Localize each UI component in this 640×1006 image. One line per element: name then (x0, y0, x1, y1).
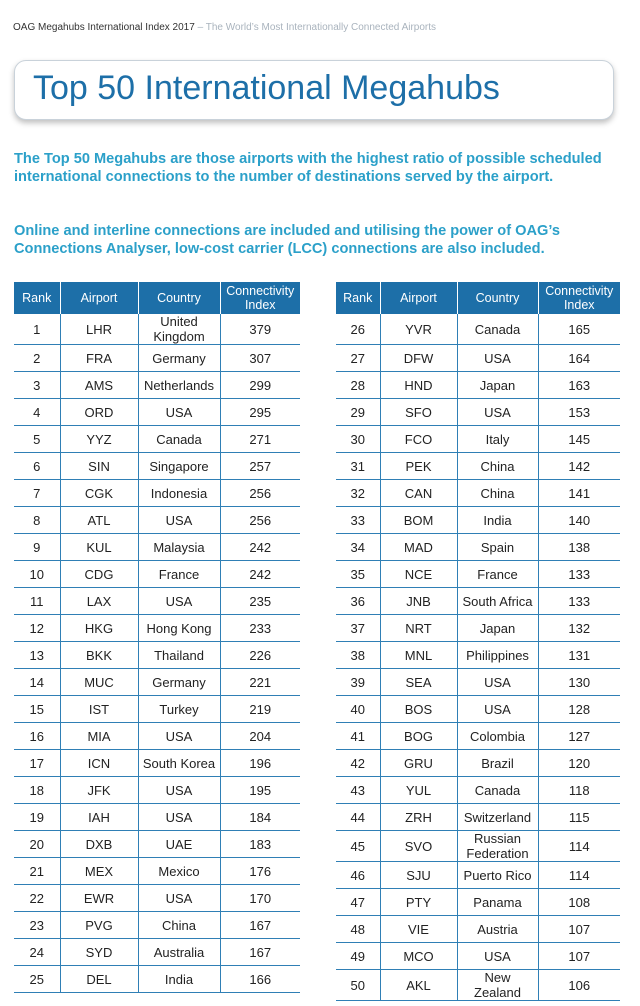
table-row (14, 314, 300, 345)
airport-code-cell: DEL (60, 966, 138, 993)
country-cell: USA (457, 669, 538, 696)
country-cell: Indonesia (138, 480, 220, 507)
airport-code-cell: ORD (60, 399, 138, 426)
rank-cell: 48 (336, 916, 380, 943)
rank-cell: 20 (14, 831, 60, 858)
airport-code-cell: CGK (60, 480, 138, 507)
country-cell: India (138, 966, 220, 993)
table-row (14, 561, 300, 588)
intro-paragraph-2: Online and interline connections are included and utilising the power of OAG’s Connections Analyser, low-cost carrier (LCC) connections are also included. (14, 223, 560, 257)
country-cell: USA (138, 723, 220, 750)
connectivity-index-cell: 140 (538, 507, 620, 534)
connectivity-index-cell: 120 (538, 750, 620, 777)
rank-cell: 47 (336, 889, 380, 916)
country-cell: Turkey (138, 696, 220, 723)
table-row (14, 588, 300, 615)
connectivity-index-cell: 271 (220, 426, 300, 453)
country-cell: Philippines (457, 642, 538, 669)
table-row (14, 372, 300, 399)
column-header-rank: Rank (336, 282, 380, 314)
rank-cell: 35 (336, 561, 380, 588)
country-cell: Italy (457, 426, 538, 453)
country-cell: Canada (457, 314, 538, 345)
airport-code-cell: PTY (380, 889, 457, 916)
connectivity-index-cell: 107 (538, 916, 620, 943)
country-cell: Puerto Rico (457, 862, 538, 889)
airport-code-cell: CAN (380, 480, 457, 507)
rank-cell: 3 (14, 372, 60, 399)
connectivity-index-cell: 219 (220, 696, 300, 723)
airport-code-cell: GRU (380, 750, 457, 777)
country-cell: USA (457, 399, 538, 426)
rank-cell: 13 (14, 642, 60, 669)
connectivity-index-cell: 131 (538, 642, 620, 669)
table-row (336, 453, 620, 480)
country-cell: Malaysia (138, 534, 220, 561)
airport-code-cell: YUL (380, 777, 457, 804)
airport-code-cell: BOM (380, 507, 457, 534)
table-row (14, 777, 300, 804)
table-row (336, 804, 620, 831)
intro-paragraph-1: The Top 50 Megahubs are those airports with the highest ratio of possible scheduled international connections to the number of destinations served by the airport. (14, 151, 602, 185)
report-header (13, 22, 436, 33)
table-row (14, 669, 300, 696)
table-row (336, 615, 620, 642)
title-box (14, 60, 614, 120)
table-row (336, 642, 620, 669)
table-row (14, 534, 300, 561)
table-row (336, 970, 620, 1001)
table-row (336, 507, 620, 534)
country-cell: Hong Kong (138, 615, 220, 642)
connectivity-index-cell: 204 (220, 723, 300, 750)
country-cell: Australia (138, 939, 220, 966)
airport-code-cell: FCO (380, 426, 457, 453)
table-row (14, 939, 300, 966)
rank-cell: 1 (14, 314, 60, 345)
rank-cell: 42 (336, 750, 380, 777)
connectivity-index-cell: 118 (538, 777, 620, 804)
connectivity-index-cell: 379 (220, 314, 300, 345)
rank-cell: 24 (14, 939, 60, 966)
connectivity-index-cell: 107 (538, 943, 620, 970)
rank-cell: 14 (14, 669, 60, 696)
country-cell: USA (138, 507, 220, 534)
table-row (336, 588, 620, 615)
page-title: Top 50 International Megahubs (33, 69, 500, 107)
country-cell: Thailand (138, 642, 220, 669)
country-cell: Singapore (138, 453, 220, 480)
country-cell: Canada (457, 777, 538, 804)
table-row (336, 561, 620, 588)
table-row (14, 858, 300, 885)
airport-code-cell: MAD (380, 534, 457, 561)
airport-code-cell: PVG (60, 912, 138, 939)
airport-code-cell: JNB (380, 588, 457, 615)
airport-code-cell: LHR (60, 314, 138, 345)
rank-cell: 23 (14, 912, 60, 939)
country-cell: South Korea (138, 750, 220, 777)
country-cell: Japan (457, 615, 538, 642)
country-cell: USA (457, 696, 538, 723)
column-header-index-line2: Index (563, 298, 595, 312)
table-row (336, 943, 620, 970)
rank-cell: 46 (336, 862, 380, 889)
country-cell: Panama (457, 889, 538, 916)
connectivity-index-cell: 153 (538, 399, 620, 426)
table-row (14, 642, 300, 669)
airport-code-cell: VIE (380, 916, 457, 943)
header-separator: – (194, 22, 206, 33)
connectivity-index-cell: 256 (220, 507, 300, 534)
connectivity-index-cell: 114 (538, 862, 620, 889)
airport-code-cell: SVO (380, 831, 457, 862)
rank-cell: 16 (14, 723, 60, 750)
table-row (336, 372, 620, 399)
airport-code-cell: NRT (380, 615, 457, 642)
rank-cell: 5 (14, 426, 60, 453)
table-row (336, 480, 620, 507)
airport-code-cell: DFW (380, 345, 457, 372)
airport-code-cell: CDG (60, 561, 138, 588)
rank-cell: 7 (14, 480, 60, 507)
connectivity-index-cell: 233 (220, 615, 300, 642)
table-row (336, 345, 620, 372)
country-cell: France (457, 561, 538, 588)
rank-cell: 11 (14, 588, 60, 615)
airport-code-cell: BKK (60, 642, 138, 669)
report-index-name: OAG Megahubs International Index 2017 (13, 22, 195, 33)
table-row (14, 885, 300, 912)
rank-cell: 41 (336, 723, 380, 750)
rank-cell: 2 (14, 345, 60, 372)
airport-code-cell: ATL (60, 507, 138, 534)
table-row (14, 966, 300, 993)
airport-code-cell: SEA (380, 669, 457, 696)
table-row (14, 831, 300, 858)
column-header-airport: Airport (60, 282, 138, 314)
country-cell: China (457, 453, 538, 480)
airport-code-cell: SJU (380, 862, 457, 889)
rank-cell: 30 (336, 426, 380, 453)
table-row (14, 399, 300, 426)
airport-code-cell: ZRH (380, 804, 457, 831)
table-row (14, 345, 300, 372)
country-cell: USA (138, 804, 220, 831)
connectivity-index-cell: 108 (538, 889, 620, 916)
table-row (336, 696, 620, 723)
column-header-index-line1: Connectivity (545, 284, 614, 298)
table-row (336, 916, 620, 943)
connectivity-index-cell: 127 (538, 723, 620, 750)
table-row (14, 750, 300, 777)
airport-code-cell: PEK (380, 453, 457, 480)
rank-cell: 32 (336, 480, 380, 507)
rank-cell: 9 (14, 534, 60, 561)
connectivity-index-cell: 226 (220, 642, 300, 669)
country-cell: China (457, 480, 538, 507)
airport-code-cell: NCE (380, 561, 457, 588)
table-row (14, 696, 300, 723)
connectivity-index-cell: 114 (538, 831, 620, 862)
airport-code-cell: SYD (60, 939, 138, 966)
connectivity-index-cell: 167 (220, 939, 300, 966)
table-row (336, 426, 620, 453)
country-cell: France (138, 561, 220, 588)
connectivity-index-cell: 295 (220, 399, 300, 426)
airport-code-cell: HKG (60, 615, 138, 642)
connectivity-index-cell: 145 (538, 426, 620, 453)
rank-cell: 21 (14, 858, 60, 885)
connectivity-index-cell: 195 (220, 777, 300, 804)
connectivity-index-cell: 164 (538, 345, 620, 372)
column-header-index-line1: Connectivity (226, 284, 295, 298)
connectivity-index-cell: 196 (220, 750, 300, 777)
connectivity-index-cell: 176 (220, 858, 300, 885)
rank-cell: 33 (336, 507, 380, 534)
country-cell: South Africa (457, 588, 538, 615)
rank-cell: 6 (14, 453, 60, 480)
rank-cell: 43 (336, 777, 380, 804)
airport-code-cell: LAX (60, 588, 138, 615)
table-row (336, 399, 620, 426)
connectivity-index-cell: 184 (220, 804, 300, 831)
country-cell: UAE (138, 831, 220, 858)
country-cell: Switzerland (457, 804, 538, 831)
table-row (336, 889, 620, 916)
rank-cell: 19 (14, 804, 60, 831)
connectivity-index-cell: 235 (220, 588, 300, 615)
column-header-index (220, 282, 300, 314)
country-cell: USA (138, 885, 220, 912)
airport-code-cell: IST (60, 696, 138, 723)
country-cell: Japan (457, 372, 538, 399)
airport-code-cell: MIA (60, 723, 138, 750)
country-cell: Germany (138, 345, 220, 372)
rank-cell: 4 (14, 399, 60, 426)
column-header-index (538, 282, 620, 314)
connectivity-index-cell: 142 (538, 453, 620, 480)
table-row (336, 750, 620, 777)
connectivity-index-cell: 299 (220, 372, 300, 399)
table-row (336, 862, 620, 889)
airport-code-cell: MUC (60, 669, 138, 696)
connectivity-index-cell: 183 (220, 831, 300, 858)
connectivity-index-cell: 138 (538, 534, 620, 561)
table-row (336, 669, 620, 696)
table-row (14, 912, 300, 939)
airport-code-cell: HND (380, 372, 457, 399)
country-cell: USA (457, 943, 538, 970)
table-row (14, 804, 300, 831)
connectivity-index-cell: 221 (220, 669, 300, 696)
country-cell: India (457, 507, 538, 534)
rank-cell: 29 (336, 399, 380, 426)
column-header-country: Country (457, 282, 538, 314)
rank-cell: 34 (336, 534, 380, 561)
connectivity-index-cell: 167 (220, 912, 300, 939)
airport-code-cell: MEX (60, 858, 138, 885)
connectivity-index-cell: 106 (538, 970, 620, 1001)
table-row (14, 453, 300, 480)
column-header-airport: Airport (380, 282, 457, 314)
country-cell: Mexico (138, 858, 220, 885)
country-cell: Germany (138, 669, 220, 696)
table-row (336, 534, 620, 561)
connectivity-index-cell: 257 (220, 453, 300, 480)
connectivity-index-cell: 130 (538, 669, 620, 696)
airport-code-cell: BOG (380, 723, 457, 750)
airport-code-cell: MCO (380, 943, 457, 970)
connectivity-index-cell: 133 (538, 561, 620, 588)
column-header-rank: Rank (14, 282, 60, 314)
connectivity-index-cell: 242 (220, 561, 300, 588)
airport-code-cell: EWR (60, 885, 138, 912)
table-row (14, 480, 300, 507)
country-cell: Colombia (457, 723, 538, 750)
rank-cell: 15 (14, 696, 60, 723)
rank-table-left (14, 282, 300, 993)
connectivity-index-cell: 128 (538, 696, 620, 723)
country-cell: Canada (138, 426, 220, 453)
airport-code-cell: YYZ (60, 426, 138, 453)
connectivity-index-cell: 166 (220, 966, 300, 993)
rank-cell: 38 (336, 642, 380, 669)
connectivity-index-cell: 132 (538, 615, 620, 642)
connectivity-index-cell: 141 (538, 480, 620, 507)
rank-table-right (336, 282, 620, 1001)
country-cell: Russian Federation (457, 831, 538, 862)
table-row (336, 831, 620, 862)
airport-code-cell: YVR (380, 314, 457, 345)
rank-cell: 39 (336, 669, 380, 696)
column-header-country: Country (138, 282, 220, 314)
country-cell: USA (138, 777, 220, 804)
airport-code-cell: MNL (380, 642, 457, 669)
table-row (14, 426, 300, 453)
country-cell: USA (138, 588, 220, 615)
airport-code-cell: IAH (60, 804, 138, 831)
rank-cell: 8 (14, 507, 60, 534)
rank-cell: 10 (14, 561, 60, 588)
table-row (14, 615, 300, 642)
rank-cell: 36 (336, 588, 380, 615)
rank-cell: 22 (14, 885, 60, 912)
country-cell: Austria (457, 916, 538, 943)
rank-cell: 18 (14, 777, 60, 804)
table-header-row (336, 282, 620, 314)
table-row (336, 777, 620, 804)
country-cell: United Kingdom (138, 314, 220, 345)
airport-code-cell: JFK (60, 777, 138, 804)
rank-cell: 31 (336, 453, 380, 480)
rank-cell: 40 (336, 696, 380, 723)
country-cell: Spain (457, 534, 538, 561)
connectivity-index-cell: 256 (220, 480, 300, 507)
airport-code-cell: AMS (60, 372, 138, 399)
column-header-index-line2: Index (244, 298, 276, 312)
airport-code-cell: SFO (380, 399, 457, 426)
airport-code-cell: FRA (60, 345, 138, 372)
table-header-row (14, 282, 300, 314)
rank-cell: 45 (336, 831, 380, 862)
connectivity-index-cell: 307 (220, 345, 300, 372)
airport-code-cell: ICN (60, 750, 138, 777)
rank-cell: 50 (336, 970, 380, 1001)
table-row (336, 314, 620, 345)
connectivity-index-cell: 133 (538, 588, 620, 615)
airport-code-cell: DXB (60, 831, 138, 858)
airport-code-cell: KUL (60, 534, 138, 561)
report-subtitle: The World’s Most Internationally Connected Airports (205, 22, 437, 33)
airport-code-cell: AKL (380, 970, 457, 1001)
country-cell: China (138, 912, 220, 939)
rank-cell: 37 (336, 615, 380, 642)
rank-cell: 44 (336, 804, 380, 831)
country-cell: Brazil (457, 750, 538, 777)
rank-cell: 26 (336, 314, 380, 345)
airport-code-cell: BOS (380, 696, 457, 723)
country-cell: USA (138, 399, 220, 426)
rank-cell: 25 (14, 966, 60, 993)
rank-cell: 17 (14, 750, 60, 777)
country-cell: New Zealand (457, 970, 538, 1001)
rank-cell: 12 (14, 615, 60, 642)
rank-cell: 28 (336, 372, 380, 399)
airport-code-cell: SIN (60, 453, 138, 480)
rank-cell: 27 (336, 345, 380, 372)
connectivity-index-cell: 163 (538, 372, 620, 399)
rank-cell: 49 (336, 943, 380, 970)
country-cell: Netherlands (138, 372, 220, 399)
connectivity-index-cell: 115 (538, 804, 620, 831)
country-cell: USA (457, 345, 538, 372)
connectivity-index-cell: 242 (220, 534, 300, 561)
table-row (14, 723, 300, 750)
connectivity-index-cell: 165 (538, 314, 620, 345)
table-row (14, 507, 300, 534)
connectivity-index-cell: 170 (220, 885, 300, 912)
table-row (336, 723, 620, 750)
